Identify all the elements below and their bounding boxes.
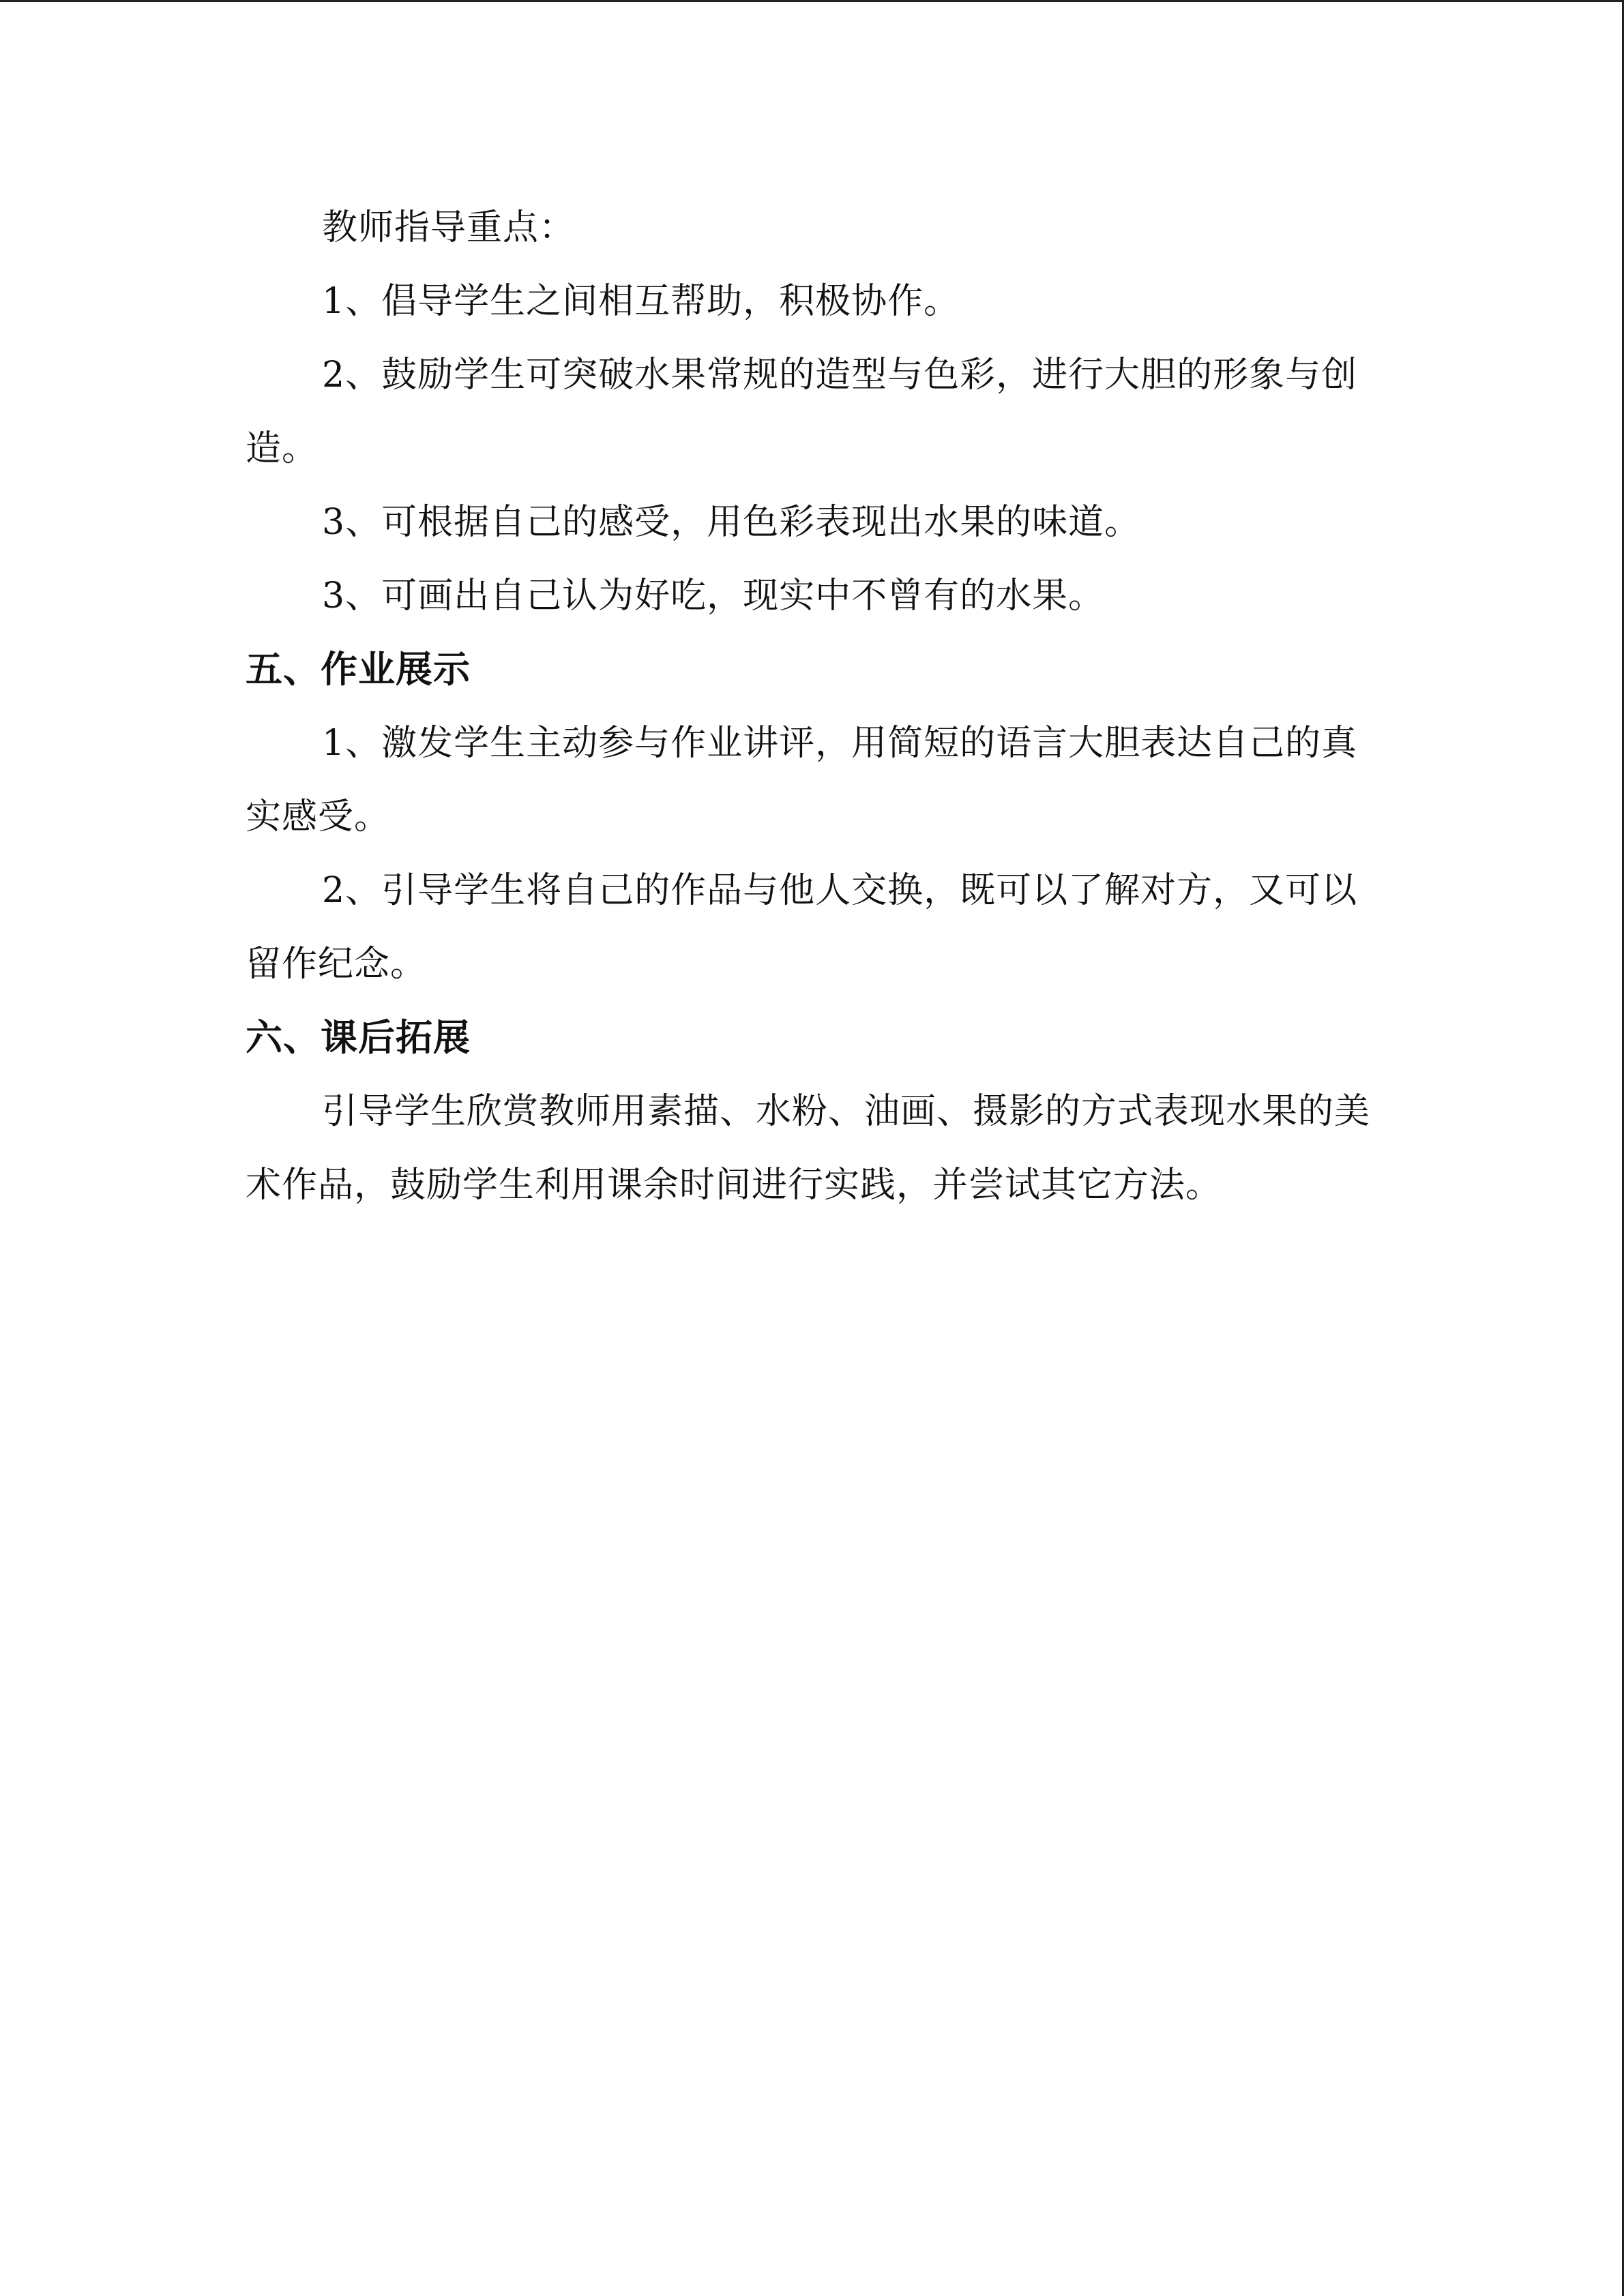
guidance-intro: 教师指导重点：: [322, 207, 576, 248]
extension-body: 引导学生欣赏教师用素描、水粉、油画、摄影的方式表现水果的美术作品，鼓励学生利用课余时间进行实践，并尝试其它方法。: [246, 1091, 1371, 1206]
guidance-point-3: 3、可根据自己的感受，用色彩表现出水果的味道。: [322, 502, 1141, 543]
page-top-border: [0, 0, 1624, 2]
document-body: [246, 191, 1378, 1222]
homework-point-2: 2、引导学生将自己的作品与他人交换，既可以了解对方，又可以留作纪念。: [246, 870, 1358, 985]
guidance-point-4: 3、可画出自己认为好吃，现实中不曾有的水果。: [322, 576, 1105, 616]
guidance-point-2: 2、鼓励学生可突破水果常规的造型与色彩，进行大胆的形象与创造。: [246, 355, 1358, 469]
homework-point-1: 1、激发学生主动参与作业讲评，用简短的语言大胆表达自己的真实感受。: [246, 723, 1358, 837]
section-heading-extension: 六、课后拓展: [246, 1016, 471, 1059]
section-heading-homework-display: 五、作业展示: [246, 648, 471, 691]
guidance-point-1: 1、倡导学生之间相互帮助，积极协作。: [322, 281, 960, 322]
